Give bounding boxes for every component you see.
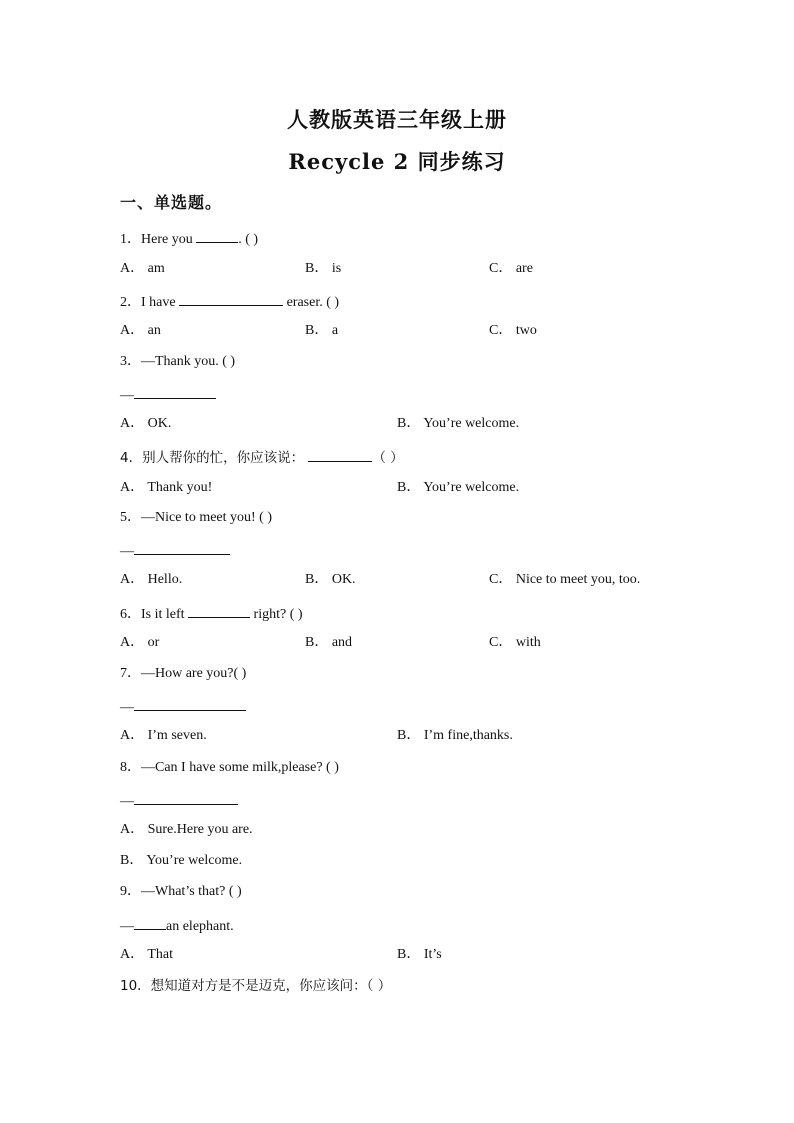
question-6-option-c[interactable]: C． with	[489, 635, 541, 650]
question-7-answer-line	[120, 696, 246, 717]
question-7-option-a[interactable]: A． I’m seven.	[120, 728, 207, 743]
question-8-stem: 8．—Can I have some milk,please? ( )	[120, 760, 339, 775]
question-1-stem-end: . ( )	[238, 232, 259, 247]
question-4-option-a[interactable]: A． Thank you!	[120, 480, 213, 495]
question-1-stem-start: 1．Here you	[120, 232, 197, 247]
question-4-option-b[interactable]: B． You’re welcome.	[397, 480, 520, 495]
question-7-answer-dash: —	[120, 700, 134, 715]
question-2-option-a[interactable]: A． an	[120, 323, 161, 338]
question-5-option-b[interactable]: B． OK.	[305, 572, 356, 587]
section-heading: 一、单选题。	[120, 193, 223, 212]
question-8-answer-dash: —	[120, 794, 134, 809]
question-2-stem-end: eraser. ( )	[283, 295, 340, 310]
question-4-blank	[308, 447, 372, 462]
question-9-option-b[interactable]: B． It’s	[397, 947, 442, 962]
question-5-answer-dash: —	[120, 544, 134, 559]
question-1-option-c[interactable]: C． are	[489, 261, 533, 276]
question-1-option-b[interactable]: B． is	[305, 261, 342, 276]
question-2-stem-start: 2．I have	[120, 295, 180, 310]
question-5-option-a[interactable]: A． Hello.	[120, 572, 183, 587]
question-9-option-a[interactable]: A． That	[120, 947, 174, 962]
worksheet-subtitle: Recycle 2 同步练习	[288, 149, 506, 174]
question-8-option-b[interactable]: B． You’re welcome.	[120, 853, 243, 868]
question-1-blank	[196, 228, 238, 243]
question-9-answer-blank	[134, 915, 166, 930]
question-7-stem: 7．—How are you?( )	[120, 666, 247, 681]
question-2-blank	[179, 291, 283, 306]
question-7-answer-blank	[134, 696, 246, 711]
question-7-option-b[interactable]: B． I’m fine,thanks.	[397, 728, 513, 743]
question-5-answer-line	[120, 540, 230, 561]
question-5-option-c[interactable]: C． Nice to meet you, too.	[489, 572, 641, 587]
question-9-answer-line	[120, 915, 234, 936]
question-2-stem	[120, 291, 339, 312]
question-2-option-c[interactable]: C． two	[489, 323, 537, 338]
question-6-stem	[120, 603, 303, 624]
question-6-stem-end: right? ( )	[250, 607, 303, 622]
question-3-stem: 3．—Thank you. ( )	[120, 354, 236, 369]
question-9-answer-suffix: an elephant.	[166, 919, 234, 934]
question-4-stem-end: （ ）	[372, 450, 404, 466]
worksheet-title: 人教版英语三年级上册	[287, 107, 507, 132]
question-4-stem-start: 4．别人帮你的忙，你应该说：	[120, 450, 309, 466]
question-5-stem: 5．—Nice to meet you! ( )	[120, 510, 273, 525]
question-1-stem	[120, 228, 258, 249]
question-6-blank	[188, 603, 250, 618]
question-3-answer-dash: —	[120, 388, 134, 403]
question-3-answer-line	[120, 384, 216, 405]
question-1-option-a[interactable]: A． am	[120, 261, 165, 276]
question-8-answer-blank	[134, 790, 238, 805]
question-3-option-a[interactable]: A． OK.	[120, 416, 172, 431]
question-3-answer-blank	[134, 384, 216, 399]
question-10-stem: 10．想知道对方是不是迈克，你应该问：（ ）	[120, 978, 392, 994]
question-8-option-a[interactable]: A． Sure.Here you are.	[120, 822, 253, 837]
question-9-stem: 9．—What’s that? ( )	[120, 884, 242, 899]
question-6-option-a[interactable]: A． or	[120, 635, 160, 650]
question-5-answer-blank	[134, 540, 230, 555]
question-6-option-b[interactable]: B． and	[305, 635, 353, 650]
question-2-option-b[interactable]: B． a	[305, 323, 339, 338]
question-9-answer-dash: —	[120, 919, 134, 934]
question-3-option-b[interactable]: B． You’re welcome.	[397, 416, 520, 431]
question-6-stem-start: 6．Is it left	[120, 607, 189, 622]
question-4-stem	[120, 447, 404, 468]
question-8-answer-line	[120, 790, 238, 811]
